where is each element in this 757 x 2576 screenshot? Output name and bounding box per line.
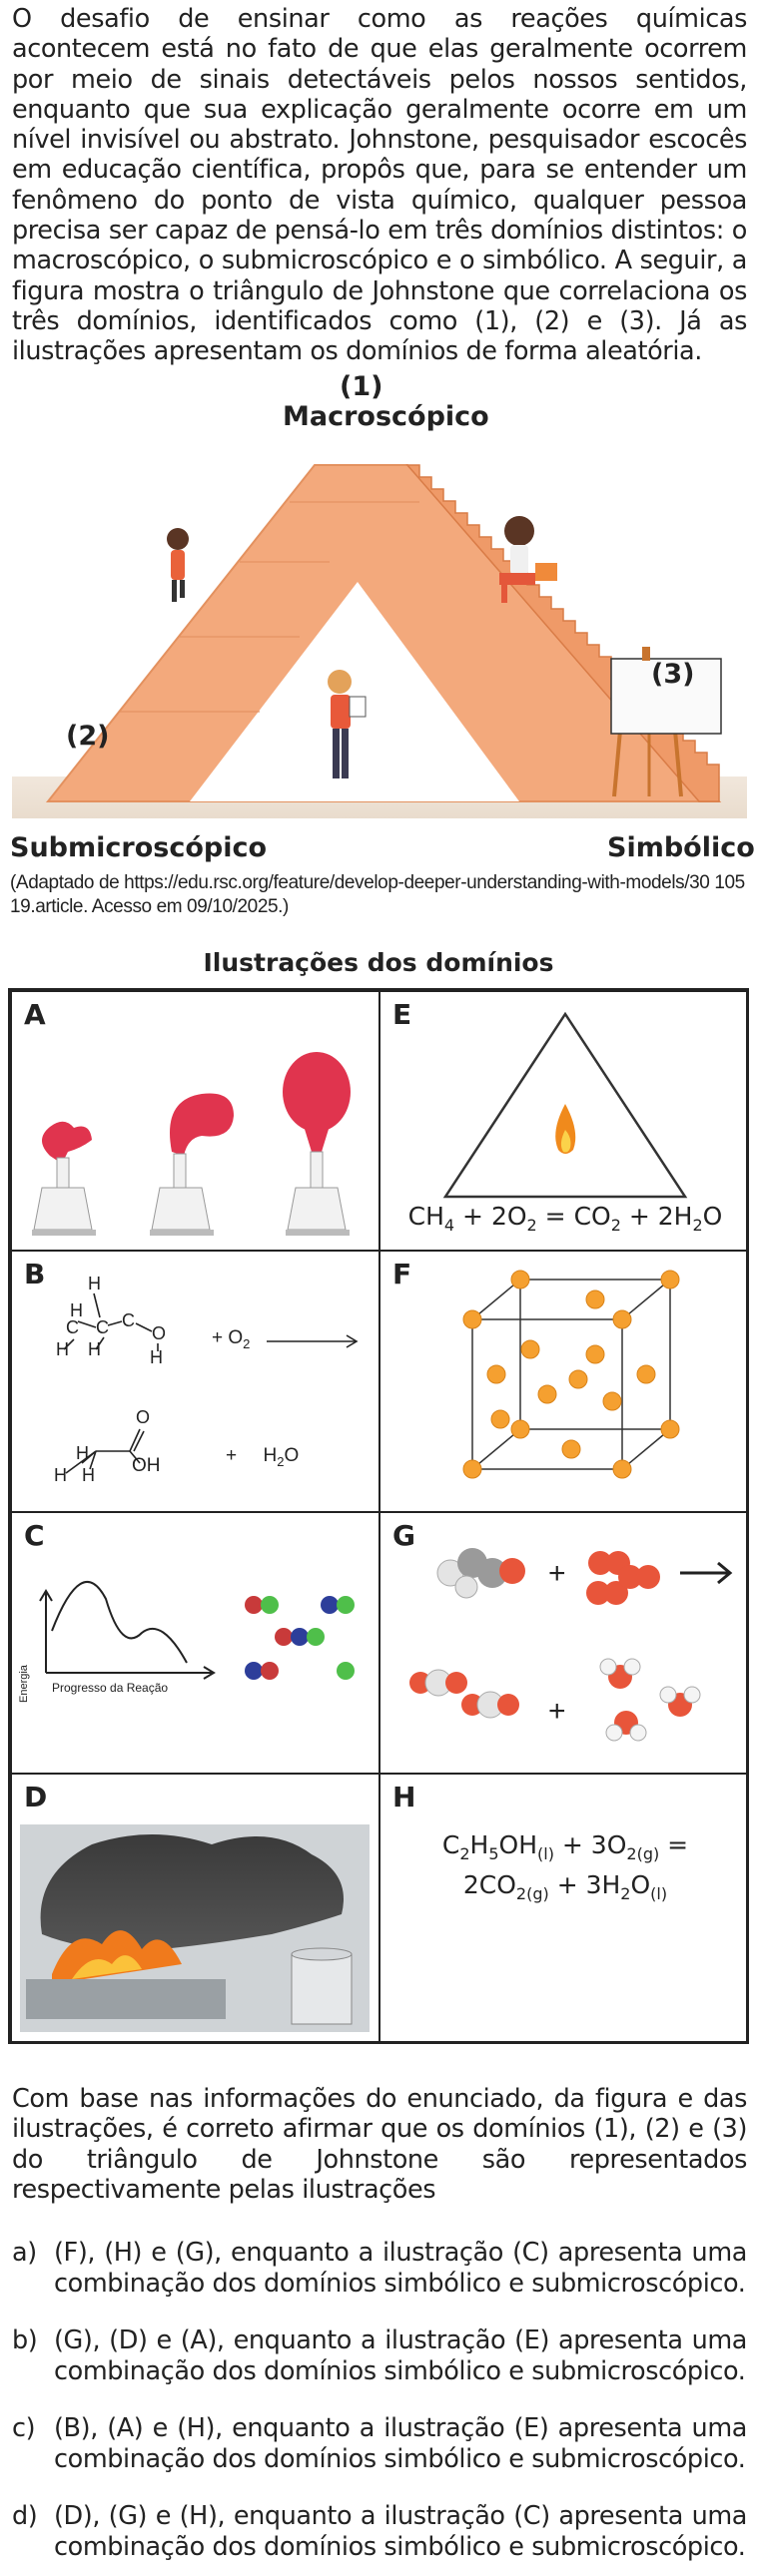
cell-g (379, 1512, 749, 1774)
svg-text:C: C (122, 1310, 135, 1330)
cell-b (11, 1251, 379, 1512)
option-b-text: (G), (D) e (A), enquanto a ilustração (E) apresenta uma combinação dos domínios simbólico e submicroscópico. (54, 2325, 747, 2386)
svg-text:H: H (88, 1339, 101, 1359)
option-a[interactable] (12, 2238, 747, 2300)
cell-c (11, 1512, 379, 1774)
energy-axis-label: Energia (18, 1665, 30, 1703)
svg-text:C: C (96, 1317, 109, 1337)
svg-text:H: H (54, 1465, 67, 1485)
balloon-flasks-illustration (12, 992, 379, 1251)
grid-title: Ilustrações dos domínios (203, 948, 554, 977)
option-c-text: (B), (A) e (H), enquanto a ilustração (E) apresenta uma combinação dos domínios simbólico e submicroscópico. (54, 2413, 747, 2474)
svg-text:O: O (136, 1407, 151, 1427)
cell-d-letter: D (24, 1781, 48, 1813)
figure-source: (Adaptado de https://edu.rsc.org/feature/develop-deeper-understanding-with-models/30 105 19.article. Acesso em 09/10/2025.) (10, 872, 745, 917)
cell-a-letter: A (24, 998, 46, 1031)
cell-e-letter: E (392, 998, 412, 1031)
cell-e (379, 991, 749, 1251)
energy-diagram-illustration (12, 1513, 379, 1774)
johnstone-triangle-figure (0, 371, 757, 896)
cell-h-letter: H (392, 1781, 416, 1813)
co2-models (409, 1670, 519, 1718)
svg-text:H: H (88, 1274, 101, 1293)
ethanol-model (437, 1548, 525, 1598)
ethanol-plus-o2: + $O_2$ (212, 1327, 251, 1351)
balloon-medium (170, 1093, 234, 1156)
cell-b-letter: B (24, 1258, 46, 1290)
triangle-illustration (0, 377, 757, 896)
svg-text:C: C (66, 1317, 79, 1337)
cell-g-letter: G (392, 1519, 415, 1552)
svg-text:+: + (548, 1557, 566, 1590)
illustrations-grid (8, 988, 749, 2044)
svg-text:H: H (56, 1339, 69, 1359)
crystal-lattice-illustration (380, 1252, 749, 1512)
acid-oh: OH (132, 1455, 161, 1476)
intro-paragraph: O desafio de ensinar como as reações químicas acontecem está no fato de que elas geralmente ocorrem por meio de sinais detectáveis pelos nossos sentidos, enquanto que sua explicação geralmente ocorre em um nível invisível ou abstrato. Johnstone, pesquisador escocês em educação científica, propôs que, para se entender um fenômeno do ponto de vista químico, qualquer pessoa precisa ser capaz de pensá-lo em três domínios distintos: o macroscópico, o submicroscópico e o simbólico. A seguir, a figura mostra o triângulo de Johnstone que correlaciona os três domínios, identificados como (1), (2) e (3). Já as ilustrações apresentam os domínios de forma aleatória. (12, 4, 747, 367)
tank-fire-photo (12, 1775, 379, 2044)
option-c[interactable] (12, 2413, 747, 2475)
domain-1-label: (1) (340, 371, 383, 402)
option-d-tag: d) (12, 2501, 38, 2531)
colliding-molecules (245, 1596, 355, 1680)
domain-1-name: Macroscópico (283, 401, 489, 432)
water-models (600, 1659, 700, 1741)
cell-f-letter: F (392, 1258, 412, 1290)
option-d[interactable] (12, 2501, 747, 2563)
svg-text:H: H (70, 1300, 83, 1320)
cell-h (379, 1774, 749, 2044)
svg-text:H: H (82, 1465, 95, 1485)
option-a-tag: a) (12, 2238, 37, 2268)
svg-text:O: O (152, 1323, 167, 1343)
student-left-figure (167, 528, 189, 602)
domain-3-label: (3) (651, 659, 695, 690)
domain-2-name: Submicroscópico (10, 832, 268, 863)
equation-e: $CH_4 + 2O_2 = CO_2 + 2H_2O$ (407, 1202, 723, 1235)
svg-text:H: H (150, 1347, 163, 1367)
svg-text:+: + (548, 1695, 566, 1728)
ethanol-structural-illustration (12, 1252, 379, 1512)
svg-text:H: H (76, 1443, 89, 1463)
plus-water: + $H_2O$ (226, 1445, 300, 1469)
option-a-text: (F), (H) e (G), enquanto a ilustração (C) apresenta uma combinação dos domínios simbólico e submicroscópico. (54, 2238, 747, 2299)
reaction-progress-label: Progresso da Reação (52, 1681, 169, 1695)
molecular-models-illustration (380, 1513, 749, 1774)
cell-c-letter: C (24, 1519, 45, 1552)
balloon-large (283, 1052, 351, 1132)
domain-3-name: Simbólico (607, 832, 755, 863)
cell-a (11, 991, 379, 1251)
option-d-text: (D), (G) e (H), enquanto a ilustração (C) apresenta uma combinação dos domínios simbólico e submicroscópico. (54, 2501, 747, 2562)
cell-f (379, 1251, 749, 1512)
equation-h-line1: $C_2H_5OH_{(l)} + 3O_{2(g)}$ = (441, 1830, 689, 1863)
question-stem: Com base nas informações do enunciado, da figura e das ilustrações, é correto afirmar que os domínios (1), (2) e (3) do triângulo de Johnstone são representados respectivamente pelas ilustrações (12, 2084, 747, 2205)
domain-2-label: (2) (66, 721, 110, 752)
equation-h-line2: $2CO_{2(g)} + 3H_2O_{(l)}$ (462, 1870, 668, 1903)
option-c-tag: c) (12, 2413, 36, 2443)
cell-d (11, 1774, 379, 2044)
option-b-tag: b) (12, 2325, 38, 2355)
option-b[interactable] (12, 2325, 747, 2387)
